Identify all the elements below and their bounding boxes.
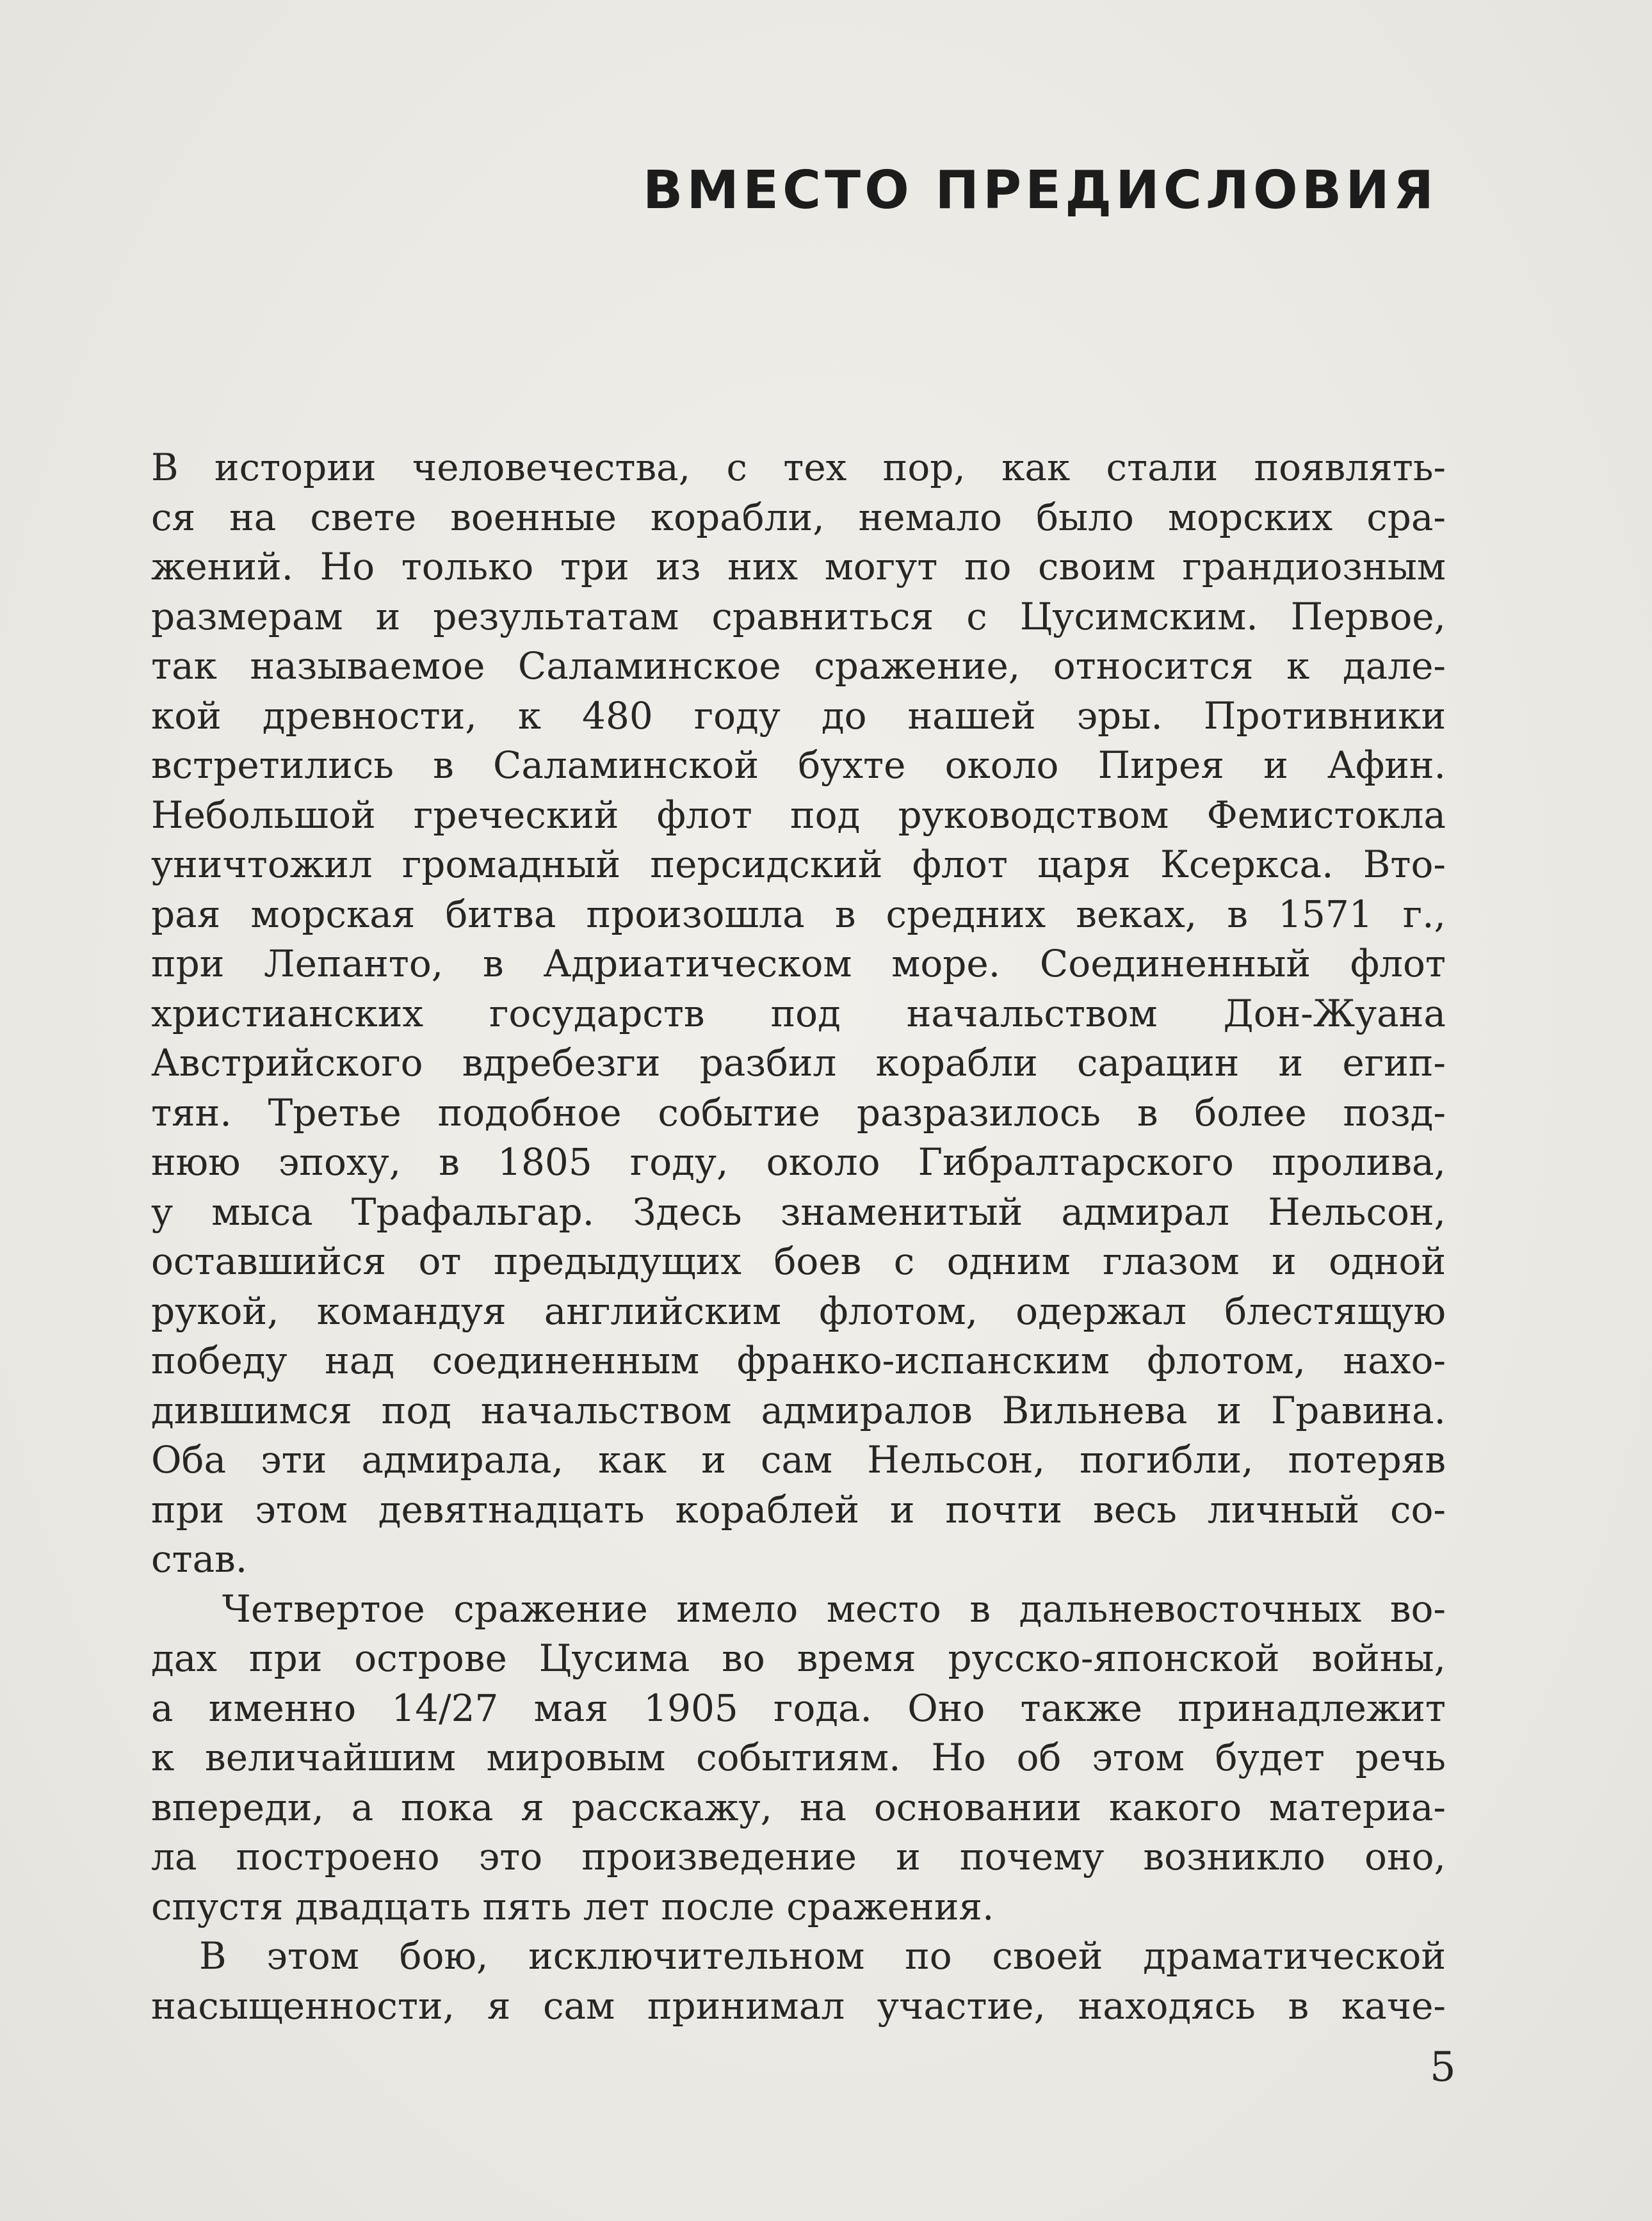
text-line: встретились в Саламинской бухте около Пирея и Афин. — [151, 743, 1446, 787]
text-line: дах при острове Цусима во время русско-японской войны, — [151, 1636, 1446, 1680]
chapter-title: ВМЕСТО ПРЕДИСЛОВИЯ — [642, 160, 1437, 221]
text-line: Оба эти адмирала, как и сам Нельсон, погибли, потеряв — [151, 1438, 1446, 1482]
text-line: ся на свете военные корабли, немало было морских сра- — [151, 495, 1446, 539]
text-line: рукой, командуя английским флотом, одержал блестящую — [151, 1289, 1446, 1333]
text-line: размерам и результатам сравниться с Цусимским. Первое, — [151, 594, 1446, 638]
text-line: при Лепанто, в Адриатическом море. Соединенный флот — [151, 942, 1446, 985]
text-line: рая морская битва произошла в средних веках, в 1571 г., — [151, 892, 1446, 936]
text-line: тян. Третье подобное событие разразилось в более позд- — [151, 1090, 1446, 1135]
text-line: В этом бою, исключительном по своей драматической — [199, 1934, 1446, 1978]
text-line: победу над соединенным франко-испанским флотом, нахо- — [151, 1339, 1446, 1382]
text-line: Четвертое сражение имело место в дальневосточных во- — [222, 1587, 1446, 1631]
text-line: спустя двадцать пять лет после сражения. — [151, 1884, 994, 1928]
text-line: оставшийся от предыдущих боев с одним глазом и одной — [151, 1240, 1446, 1283]
text-line: впереди, а пока я расскажу, на основании какого материа- — [151, 1785, 1446, 1829]
text-line: нюю эпоху, в 1805 году, около Гибралтарского пролива, — [151, 1140, 1446, 1184]
page-number: 5 — [1430, 2044, 1456, 2091]
text-line: Австрийского вдребезги разбил корабли сарацин и егип- — [151, 1041, 1446, 1085]
text-line: у мыса Трафальгар. Здесь знаменитый адмирал Нельсон, — [151, 1190, 1446, 1234]
text-line: при этом девятнадцать кораблей и почти весь личный со- — [151, 1487, 1446, 1531]
text-line: насыщенности, я сам принимал участие, находясь в каче- — [151, 1983, 1446, 2028]
body-text — [151, 443, 1446, 2031]
text-line: став. — [151, 1537, 248, 1581]
text-line: дившимся под начальством адмиралов Вильнева и Гравина. — [151, 1388, 1446, 1432]
text-line: уничтожил громадный персидский флот царя Ксеркса. Вто- — [151, 843, 1446, 886]
text-line: Небольшой греческий флот под руководством Фемистокла — [151, 793, 1446, 837]
text-line: жений. Но только три из них могут по своим грандиозным — [151, 545, 1446, 588]
text-line: ла построено это произведение и почему возникло оно, — [151, 1835, 1446, 1878]
text-line: к величайшим мировым событиям. Но об этом будет речь — [151, 1736, 1446, 1779]
text-line: кой древности, к 480 году до нашей эры. Противники — [151, 693, 1446, 738]
text-line: христианских государств под начальством Дон-Жуана — [151, 991, 1446, 1035]
text-line: так называемое Саламинское сражение, относится к дале- — [151, 644, 1446, 688]
text-line: а именно 14/27 мая 1905 года. Оно также принадлежит — [151, 1686, 1446, 1730]
text-line: В истории человечества, с тех пор, как стали появлять- — [151, 446, 1446, 489]
